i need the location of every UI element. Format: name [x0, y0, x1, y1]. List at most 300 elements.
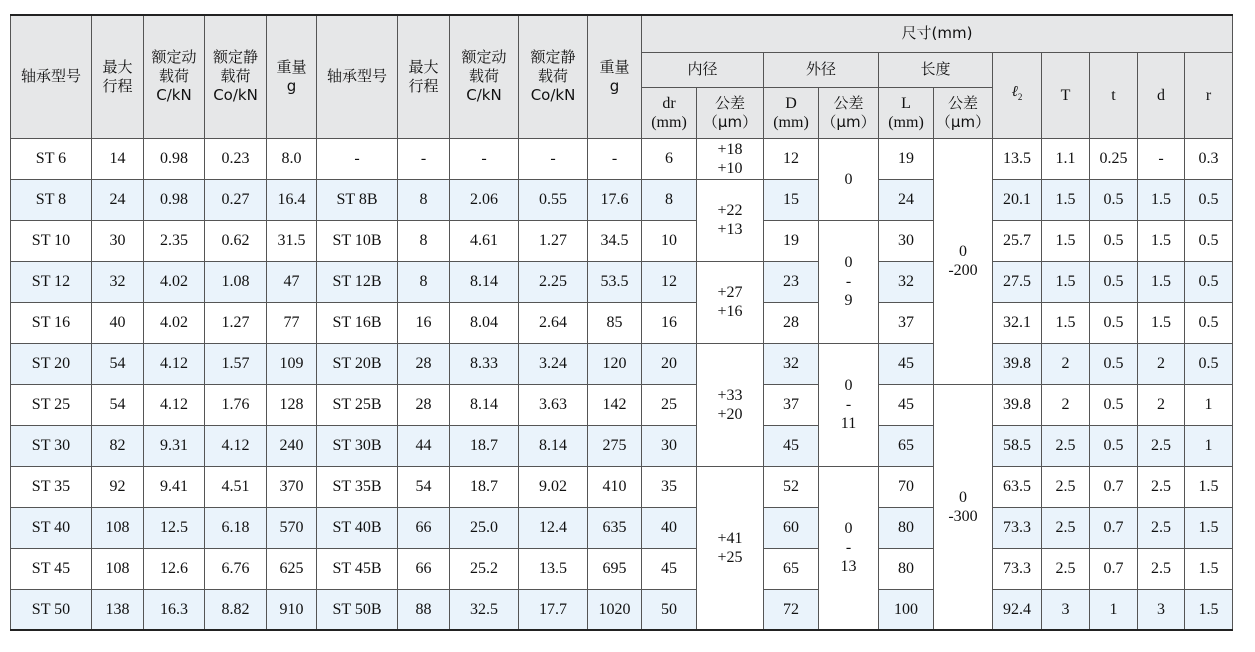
cell-gB: 142: [588, 384, 642, 425]
cell-t: 0.7: [1090, 466, 1138, 507]
cell-L: 37: [879, 302, 934, 343]
cell-d: 3: [1138, 589, 1185, 630]
cell-C: 4.02: [144, 302, 205, 343]
col-header-max-stroke-b: [398, 15, 450, 138]
cell-C: 4.12: [144, 384, 205, 425]
col-header-max-stroke-line1: 最大: [102, 57, 133, 76]
cell-g: 570: [267, 507, 317, 548]
cell-l2: 25.7: [993, 220, 1042, 261]
cell-Co: 0.23: [205, 138, 267, 179]
cell-gB: 695: [588, 548, 642, 589]
cell-D: 23: [764, 261, 819, 302]
col-header-weight-b-unit: g: [609, 76, 620, 95]
col-header-dynamic-load-b: [450, 15, 519, 138]
cell-modelB: ST 50B: [317, 589, 398, 630]
col-header-static-load: [205, 15, 267, 138]
cell-d: 1.5: [1138, 261, 1185, 302]
col-header-dynamic-load-line2: 载荷: [158, 67, 189, 86]
cell-length-tolerance-line: 0: [959, 488, 967, 506]
cell-modelB: -: [317, 138, 398, 179]
cell-inner-tolerance-line: +10: [717, 159, 743, 177]
col-header-l2: [993, 52, 1042, 138]
cell-outer-tolerance: [819, 138, 879, 220]
cell-T: 1.5: [1042, 220, 1090, 261]
cell-CB: 8.14: [450, 261, 519, 302]
cell-C: 9.41: [144, 466, 205, 507]
cell-d: -: [1138, 138, 1185, 179]
cell-stroke: 24: [92, 179, 144, 220]
cell-CB: 2.06: [450, 179, 519, 220]
cell-stroke: 14: [92, 138, 144, 179]
col-header-dr-symbol: dr: [662, 94, 676, 112]
col-header-r: r: [1185, 52, 1233, 138]
cell-L: 65: [879, 425, 934, 466]
col-header-inner-tolerance-unit: （μm）: [702, 112, 758, 131]
cell-modelB: ST 35B: [317, 466, 398, 507]
cell-Co: 6.76: [205, 548, 267, 589]
cell-CB: 8.33: [450, 343, 519, 384]
cell-model: ST 20: [11, 343, 92, 384]
cell-t: 0.5: [1090, 302, 1138, 343]
cell-CoB: 1.27: [519, 220, 588, 261]
cell-model: ST 25: [11, 384, 92, 425]
cell-C: 9.31: [144, 425, 205, 466]
cell-stroke: 108: [92, 507, 144, 548]
cell-model: ST 30: [11, 425, 92, 466]
cell-d: 2.5: [1138, 507, 1185, 548]
col-header-outer-tolerance-line1: 公差: [833, 93, 864, 112]
cell-Co: 1.76: [205, 384, 267, 425]
table-row: [11, 179, 1233, 220]
cell-d: 2: [1138, 343, 1185, 384]
cell-gB: 275: [588, 425, 642, 466]
cell-g: 8.0: [267, 138, 317, 179]
cell-D: 15: [764, 179, 819, 220]
col-header-static-load-b-unit: Co/kN: [530, 86, 576, 105]
bearing-spec-body: [11, 138, 1233, 630]
cell-CB: -: [450, 138, 519, 179]
cell-CB: 25.0: [450, 507, 519, 548]
col-header-static-load-unit: Co/kN: [213, 86, 258, 105]
cell-l2: 58.5: [993, 425, 1042, 466]
col-header-L: [879, 87, 934, 138]
cell-outer-tolerance: [819, 343, 879, 466]
cell-r: 0.5: [1185, 261, 1233, 302]
col-header-dynamic-load-b-line2: 载荷: [468, 67, 499, 86]
cell-g: 240: [267, 425, 317, 466]
cell-length-tolerance: [934, 138, 993, 384]
col-header-static-load-b-line2: 载荷: [537, 67, 568, 86]
cell-L: 80: [879, 548, 934, 589]
cell-g: 47: [267, 261, 317, 302]
cell-t: 0.7: [1090, 507, 1138, 548]
cell-Co: 6.18: [205, 507, 267, 548]
cell-D: 28: [764, 302, 819, 343]
cell-CoB: 3.24: [519, 343, 588, 384]
cell-outer-tolerance: [819, 220, 879, 343]
cell-CB: 18.7: [450, 466, 519, 507]
cell-modelB: ST 25B: [317, 384, 398, 425]
cell-CoB: 17.7: [519, 589, 588, 630]
cell-CoB: -: [519, 138, 588, 179]
cell-D: 32: [764, 343, 819, 384]
cell-CoB: 2.25: [519, 261, 588, 302]
cell-t: 0.5: [1090, 343, 1138, 384]
table-row: [11, 425, 1233, 466]
cell-strokeB: 66: [398, 507, 450, 548]
cell-outer-tolerance-line: -: [845, 273, 852, 290]
table-row: [11, 220, 1233, 261]
cell-gB: 53.5: [588, 261, 642, 302]
cell-stroke: 40: [92, 302, 144, 343]
cell-L: 45: [879, 384, 934, 425]
cell-stroke: 92: [92, 466, 144, 507]
table-row: [11, 466, 1233, 507]
cell-outer-tolerance-line: 0: [844, 254, 853, 271]
col-header-dimensions: 尺寸(mm): [642, 15, 1233, 52]
col-header-d: d: [1138, 52, 1185, 138]
cell-r: 1.5: [1185, 548, 1233, 589]
cell-t: 0.5: [1090, 220, 1138, 261]
cell-inner-tolerance: [697, 343, 764, 466]
cell-l2: 20.1: [993, 179, 1042, 220]
cell-C: 4.12: [144, 343, 205, 384]
cell-strokeB: 54: [398, 466, 450, 507]
cell-Co: 8.82: [205, 589, 267, 630]
col-header-L-symbol: L: [901, 94, 911, 112]
table-row: [11, 343, 1233, 384]
cell-outer-tolerance-line: 0: [844, 520, 853, 538]
col-header-weight-b: [588, 15, 642, 138]
col-header-D-unit: (mm): [773, 113, 809, 131]
cell-strokeB: 8: [398, 220, 450, 261]
cell-g: 910: [267, 589, 317, 630]
cell-T: 2.5: [1042, 548, 1090, 589]
cell-gB: 1020: [588, 589, 642, 630]
cell-g: 370: [267, 466, 317, 507]
cell-g: 77: [267, 302, 317, 343]
cell-CB: 18.7: [450, 425, 519, 466]
cell-model: ST 8: [11, 179, 92, 220]
cell-CoB: 12.4: [519, 507, 588, 548]
col-header-length: 长度: [879, 52, 993, 87]
cell-r: 0.5: [1185, 302, 1233, 343]
col-header-D: [764, 87, 819, 138]
cell-inner-tolerance-line: +18: [717, 140, 743, 158]
cell-gB: 635: [588, 507, 642, 548]
cell-D: 19: [764, 220, 819, 261]
cell-outer-tolerance-line: 9: [844, 292, 853, 309]
cell-CoB: 3.63: [519, 384, 588, 425]
cell-g: 109: [267, 343, 317, 384]
cell-d: 2.5: [1138, 548, 1185, 589]
table-row: [11, 507, 1233, 548]
cell-dr: 25: [642, 384, 697, 425]
bearing-spec-table: [10, 14, 1233, 631]
cell-g: 625: [267, 548, 317, 589]
cell-CoB: 2.64: [519, 302, 588, 343]
cell-dr: 45: [642, 548, 697, 589]
cell-stroke: 82: [92, 425, 144, 466]
col-header-outer-tolerance: [819, 87, 879, 138]
cell-stroke: 30: [92, 220, 144, 261]
cell-g: 16.4: [267, 179, 317, 220]
cell-l2: 73.3: [993, 548, 1042, 589]
cell-outer-tolerance-line: 0: [844, 170, 853, 188]
cell-outer-tolerance-line: 13: [840, 558, 857, 576]
cell-gB: -: [588, 138, 642, 179]
cell-inner-tolerance: [697, 138, 764, 179]
cell-T: 1.5: [1042, 179, 1090, 220]
table-row: [11, 589, 1233, 630]
cell-dr: 20: [642, 343, 697, 384]
col-header-max-stroke-b-line2: 行程: [408, 76, 439, 95]
cell-gB: 120: [588, 343, 642, 384]
cell-strokeB: 8: [398, 179, 450, 220]
cell-stroke: 32: [92, 261, 144, 302]
cell-inner-tolerance-line: +33: [717, 386, 743, 404]
col-header-dynamic-load: [144, 15, 205, 138]
col-header-inner-tolerance: [697, 87, 764, 138]
col-header-outer-diameter: 外径: [764, 52, 879, 87]
cell-strokeB: 44: [398, 425, 450, 466]
cell-T: 2: [1042, 384, 1090, 425]
col-header-max-stroke-b-line1: 最大: [408, 57, 439, 76]
cell-D: 65: [764, 548, 819, 589]
cell-inner-tolerance: [697, 261, 764, 343]
cell-d: 2.5: [1138, 425, 1185, 466]
col-header-dynamic-load-b-line1: 额定动: [461, 48, 507, 67]
cell-C: 4.02: [144, 261, 205, 302]
cell-D: 12: [764, 138, 819, 179]
cell-strokeB: 66: [398, 548, 450, 589]
cell-r: 1.5: [1185, 507, 1233, 548]
cell-modelB: ST 20B: [317, 343, 398, 384]
cell-dr: 16: [642, 302, 697, 343]
cell-T: 2.5: [1042, 466, 1090, 507]
col-header-static-load-line1: 额定静: [212, 48, 258, 67]
cell-Co: 1.27: [205, 302, 267, 343]
col-header-model: 轴承型号: [11, 15, 92, 138]
table-row: [11, 138, 1233, 179]
cell-length-tolerance: [934, 384, 993, 630]
cell-l2: 39.8: [993, 384, 1042, 425]
cell-r: 1.5: [1185, 589, 1233, 630]
cell-strokeB: 28: [398, 384, 450, 425]
cell-dr: 12: [642, 261, 697, 302]
col-header-static-load-b-line1: 额定静: [530, 48, 576, 67]
cell-C: 16.3: [144, 589, 205, 630]
cell-CoB: 13.5: [519, 548, 588, 589]
col-header-dynamic-load-b-unit: C/kN: [466, 86, 502, 105]
cell-C: 12.5: [144, 507, 205, 548]
cell-Co: 1.08: [205, 261, 267, 302]
col-header-weight-unit: g: [286, 76, 297, 95]
col-header-l2-symbol: ℓ: [1011, 84, 1018, 100]
cell-CB: 4.61: [450, 220, 519, 261]
cell-t: 0.7: [1090, 548, 1138, 589]
cell-inner-tolerance-line: +20: [717, 405, 743, 423]
cell-model: ST 50: [11, 589, 92, 630]
cell-stroke: 138: [92, 589, 144, 630]
cell-modelB: ST 12B: [317, 261, 398, 302]
cell-Co: 1.57: [205, 343, 267, 384]
cell-model: ST 10: [11, 220, 92, 261]
cell-r: 0.3: [1185, 138, 1233, 179]
table-row: [11, 261, 1233, 302]
cell-L: 24: [879, 179, 934, 220]
col-header-D-symbol: D: [785, 94, 797, 112]
cell-CB: 8.14: [450, 384, 519, 425]
cell-model: ST 45: [11, 548, 92, 589]
col-header-max-stroke: [92, 15, 144, 138]
col-header-l2-subscript: 2: [1017, 92, 1023, 102]
cell-inner-tolerance: [697, 179, 764, 261]
cell-t: 0.5: [1090, 179, 1138, 220]
cell-l2: 92.4: [993, 589, 1042, 630]
cell-C: 0.98: [144, 138, 205, 179]
cell-t: 0.25: [1090, 138, 1138, 179]
cell-Co: 4.12: [205, 425, 267, 466]
cell-stroke: 54: [92, 343, 144, 384]
col-header-model-b: 轴承型号: [317, 15, 398, 138]
cell-T: 1.1: [1042, 138, 1090, 179]
cell-l2: 39.8: [993, 343, 1042, 384]
cell-strokeB: 16: [398, 302, 450, 343]
cell-T: 1.5: [1042, 261, 1090, 302]
cell-gB: 410: [588, 466, 642, 507]
cell-d: 2.5: [1138, 466, 1185, 507]
cell-modelB: ST 40B: [317, 507, 398, 548]
cell-T: 2.5: [1042, 507, 1090, 548]
cell-inner-tolerance-line: +22: [717, 202, 743, 219]
table-row: [11, 384, 1233, 425]
col-header-weight-b-line1: 重量: [599, 57, 630, 76]
cell-model: ST 35: [11, 466, 92, 507]
cell-gB: 85: [588, 302, 642, 343]
cell-length-tolerance-line: -300: [948, 507, 978, 525]
cell-r: 1: [1185, 425, 1233, 466]
cell-L: 100: [879, 589, 934, 630]
col-header-static-load-b: [519, 15, 588, 138]
cell-modelB: ST 45B: [317, 548, 398, 589]
cell-CB: 8.04: [450, 302, 519, 343]
cell-r: 1.5: [1185, 466, 1233, 507]
cell-CoB: 8.14: [519, 425, 588, 466]
col-header-dr: [642, 87, 697, 138]
cell-strokeB: 28: [398, 343, 450, 384]
cell-T: 1.5: [1042, 302, 1090, 343]
cell-g: 128: [267, 384, 317, 425]
cell-strokeB: -: [398, 138, 450, 179]
cell-outer-tolerance-line: 11: [840, 415, 857, 432]
cell-outer-tolerance-line: -: [845, 396, 852, 413]
col-header-weight-line1: 重量: [276, 57, 307, 76]
cell-g: 31.5: [267, 220, 317, 261]
cell-model: ST 40: [11, 507, 92, 548]
cell-l2: 27.5: [993, 261, 1042, 302]
cell-C: 0.98: [144, 179, 205, 220]
cell-stroke: 108: [92, 548, 144, 589]
cell-t: 0.5: [1090, 425, 1138, 466]
cell-r: 0.5: [1185, 220, 1233, 261]
cell-L: 80: [879, 507, 934, 548]
cell-C: 12.6: [144, 548, 205, 589]
cell-L: 30: [879, 220, 934, 261]
cell-L: 45: [879, 343, 934, 384]
cell-model: ST 12: [11, 261, 92, 302]
cell-T: 2: [1042, 343, 1090, 384]
cell-outer-tolerance-line: -: [845, 539, 852, 557]
cell-stroke: 54: [92, 384, 144, 425]
cell-CoB: 0.55: [519, 179, 588, 220]
col-header-length-tolerance: [934, 87, 993, 138]
cell-L: 70: [879, 466, 934, 507]
cell-strokeB: 88: [398, 589, 450, 630]
cell-l2: 13.5: [993, 138, 1042, 179]
cell-T: 2.5: [1042, 425, 1090, 466]
col-header-inner-diameter: 内径: [642, 52, 764, 87]
cell-modelB: ST 30B: [317, 425, 398, 466]
cell-d: 2: [1138, 384, 1185, 425]
cell-gB: 17.6: [588, 179, 642, 220]
cell-d: 1.5: [1138, 220, 1185, 261]
cell-L: 32: [879, 261, 934, 302]
cell-modelB: ST 8B: [317, 179, 398, 220]
cell-d: 1.5: [1138, 302, 1185, 343]
cell-dr: 30: [642, 425, 697, 466]
cell-Co: 0.62: [205, 220, 267, 261]
col-header-length-tolerance-unit: （μm）: [935, 112, 991, 131]
cell-t: 0.5: [1090, 384, 1138, 425]
col-header-length-tolerance-line1: 公差: [947, 93, 978, 112]
cell-gB: 34.5: [588, 220, 642, 261]
cell-Co: 4.51: [205, 466, 267, 507]
cell-d: 1.5: [1138, 179, 1185, 220]
cell-CB: 25.2: [450, 548, 519, 589]
cell-D: 52: [764, 466, 819, 507]
cell-l2: 73.3: [993, 507, 1042, 548]
cell-dr: 35: [642, 466, 697, 507]
cell-D: 37: [764, 384, 819, 425]
cell-model: ST 6: [11, 138, 92, 179]
cell-inner-tolerance-line: +41: [717, 529, 743, 547]
cell-inner-tolerance-line: +16: [717, 303, 743, 320]
cell-inner-tolerance-line: +27: [717, 284, 743, 301]
cell-length-tolerance-line: 0: [959, 243, 967, 260]
col-header-dynamic-load-line1: 额定动: [151, 48, 197, 67]
col-header-dr-unit: (mm): [651, 113, 687, 131]
cell-Co: 0.27: [205, 179, 267, 220]
cell-t: 1: [1090, 589, 1138, 630]
col-header-inner-tolerance-line1: 公差: [714, 93, 745, 112]
cell-strokeB: 8: [398, 261, 450, 302]
cell-l2: 32.1: [993, 302, 1042, 343]
cell-inner-tolerance-line: +13: [717, 221, 743, 238]
cell-dr: 50: [642, 589, 697, 630]
cell-D: 72: [764, 589, 819, 630]
cell-dr: 8: [642, 179, 697, 220]
cell-r: 1: [1185, 384, 1233, 425]
cell-dr: 10: [642, 220, 697, 261]
cell-CB: 32.5: [450, 589, 519, 630]
cell-dr: 40: [642, 507, 697, 548]
col-header-static-load-line2: 载荷: [220, 67, 251, 86]
col-header-dynamic-load-unit: C/kN: [156, 86, 192, 105]
cell-inner-tolerance: [697, 466, 764, 630]
col-header-outer-tolerance-unit: （μm）: [821, 112, 876, 131]
cell-r: 0.5: [1185, 179, 1233, 220]
